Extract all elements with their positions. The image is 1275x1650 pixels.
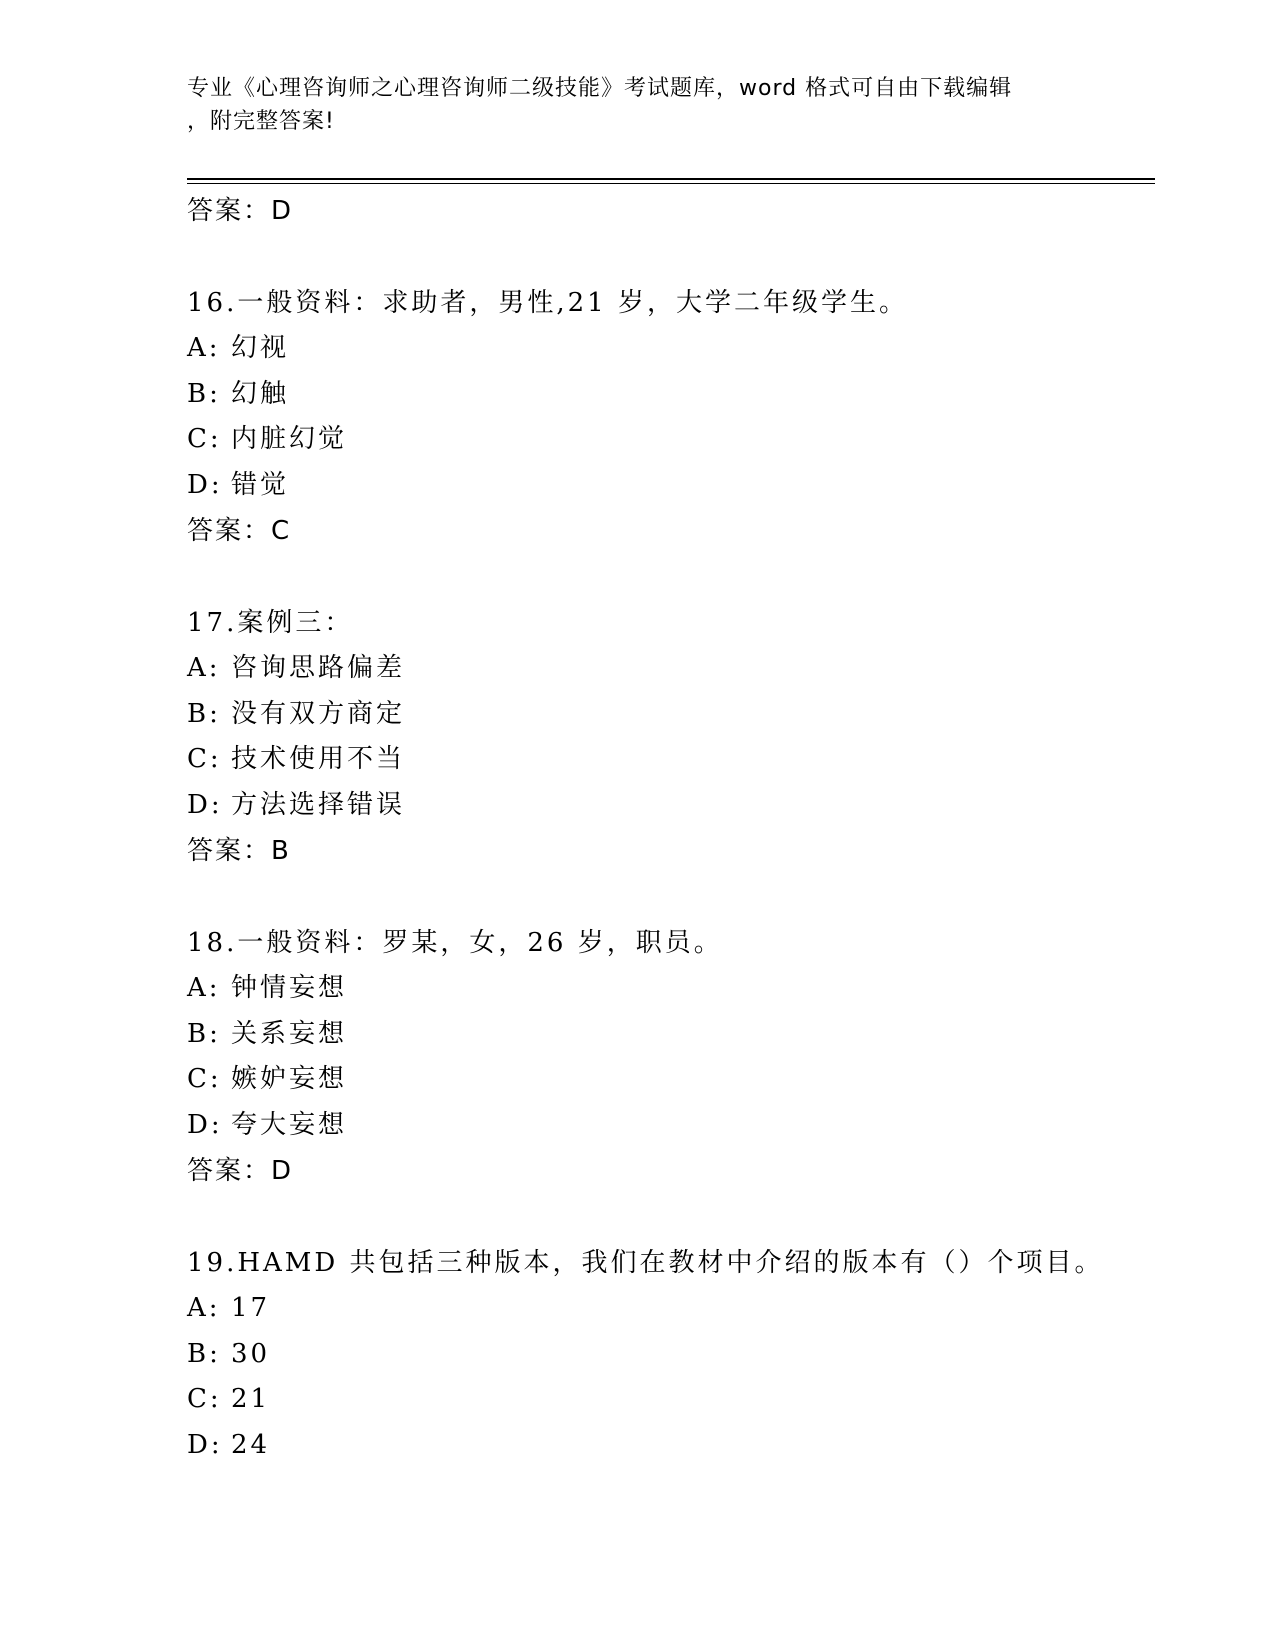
option-text: 没有双方商定 <box>231 698 406 729</box>
option-text: 咨询思路偏差 <box>231 653 406 683</box>
document-header <box>187 72 1067 138</box>
spacer <box>187 554 1155 600</box>
option-key: C: <box>187 1384 222 1414</box>
option-text: 30 <box>231 1338 271 1369</box>
option-key: C: <box>187 1064 222 1094</box>
option-key: D: <box>187 1429 223 1460</box>
option-c <box>187 1057 1155 1103</box>
answer-line: 答案：C <box>187 516 292 546</box>
option-d <box>187 463 1155 509</box>
option-text: 方法选择错误 <box>231 789 406 820</box>
option-key: D: <box>187 1109 223 1140</box>
question-block <box>187 600 1155 874</box>
answer-line: 答案：D <box>187 1156 294 1186</box>
option-text: 17 <box>231 1293 271 1323</box>
question-text: 18.一般资料：罗某，女，26 岁，职员。 <box>187 928 723 958</box>
question-text: 19.HAMD 共包括三种版本，我们在教材中介绍的版本有（）个项目。 <box>187 1248 1104 1278</box>
answer-line: 答案：B <box>187 836 291 866</box>
header-divider-thick <box>187 178 1155 180</box>
option-key: B: <box>187 698 221 729</box>
option-a <box>187 646 1155 692</box>
option-text: 关系妄想 <box>231 1018 348 1049</box>
question-block <box>187 280 1155 554</box>
option-key: B: <box>187 378 221 409</box>
header-line-2: ，附完整答案! <box>187 109 335 134</box>
option-text: 24 <box>231 1429 271 1460</box>
option-text: 嫉妒妄想 <box>231 1064 348 1094</box>
option-text: 幻视 <box>231 333 290 363</box>
option-d <box>187 1423 1155 1469</box>
question-text: 17.案例三： <box>187 608 354 638</box>
option-key: B: <box>187 1018 221 1049</box>
spacer <box>187 1194 1155 1240</box>
option-key: A: <box>187 653 221 683</box>
option-b <box>187 372 1155 418</box>
option-a <box>187 1286 1155 1332</box>
option-b <box>187 1012 1155 1058</box>
option-key: A: <box>187 973 221 1003</box>
option-text: 技术使用不当 <box>231 744 406 774</box>
option-key: A: <box>187 333 221 363</box>
option-a <box>187 326 1155 372</box>
question-block <box>187 1240 1155 1468</box>
option-key: C: <box>187 424 222 454</box>
question-block <box>187 920 1155 1194</box>
option-d <box>187 1103 1155 1149</box>
option-key: D: <box>187 789 223 820</box>
option-c <box>187 417 1155 463</box>
question-list <box>187 188 1155 1468</box>
option-a <box>187 966 1155 1012</box>
option-c <box>187 737 1155 783</box>
header-divider-thin <box>187 183 1155 184</box>
header-line-1: 专业《心理咨询师之心理咨询师二级技能》考试题库，word 格式可自由下载编辑 <box>187 76 1013 101</box>
option-d <box>187 783 1155 829</box>
option-b <box>187 692 1155 738</box>
option-text: 错觉 <box>231 469 290 500</box>
option-text: 夸大妄想 <box>231 1109 348 1140</box>
option-text: 幻触 <box>231 378 290 409</box>
option-key: B: <box>187 1338 221 1369</box>
spacer <box>187 234 1155 280</box>
option-key: A: <box>187 1293 221 1323</box>
option-text: 21 <box>231 1384 271 1414</box>
question-text: 16.一般资料：求助者，男性,21 岁，大学二年级学生。 <box>187 288 908 318</box>
option-key: C: <box>187 744 222 774</box>
option-key: D: <box>187 469 223 500</box>
option-b <box>187 1332 1155 1378</box>
option-c <box>187 1377 1155 1423</box>
option-text: 内脏幻觉 <box>231 424 348 454</box>
option-text: 钟情妄想 <box>231 973 348 1003</box>
answer-line: 答案：D <box>187 196 294 226</box>
spacer <box>187 874 1155 920</box>
